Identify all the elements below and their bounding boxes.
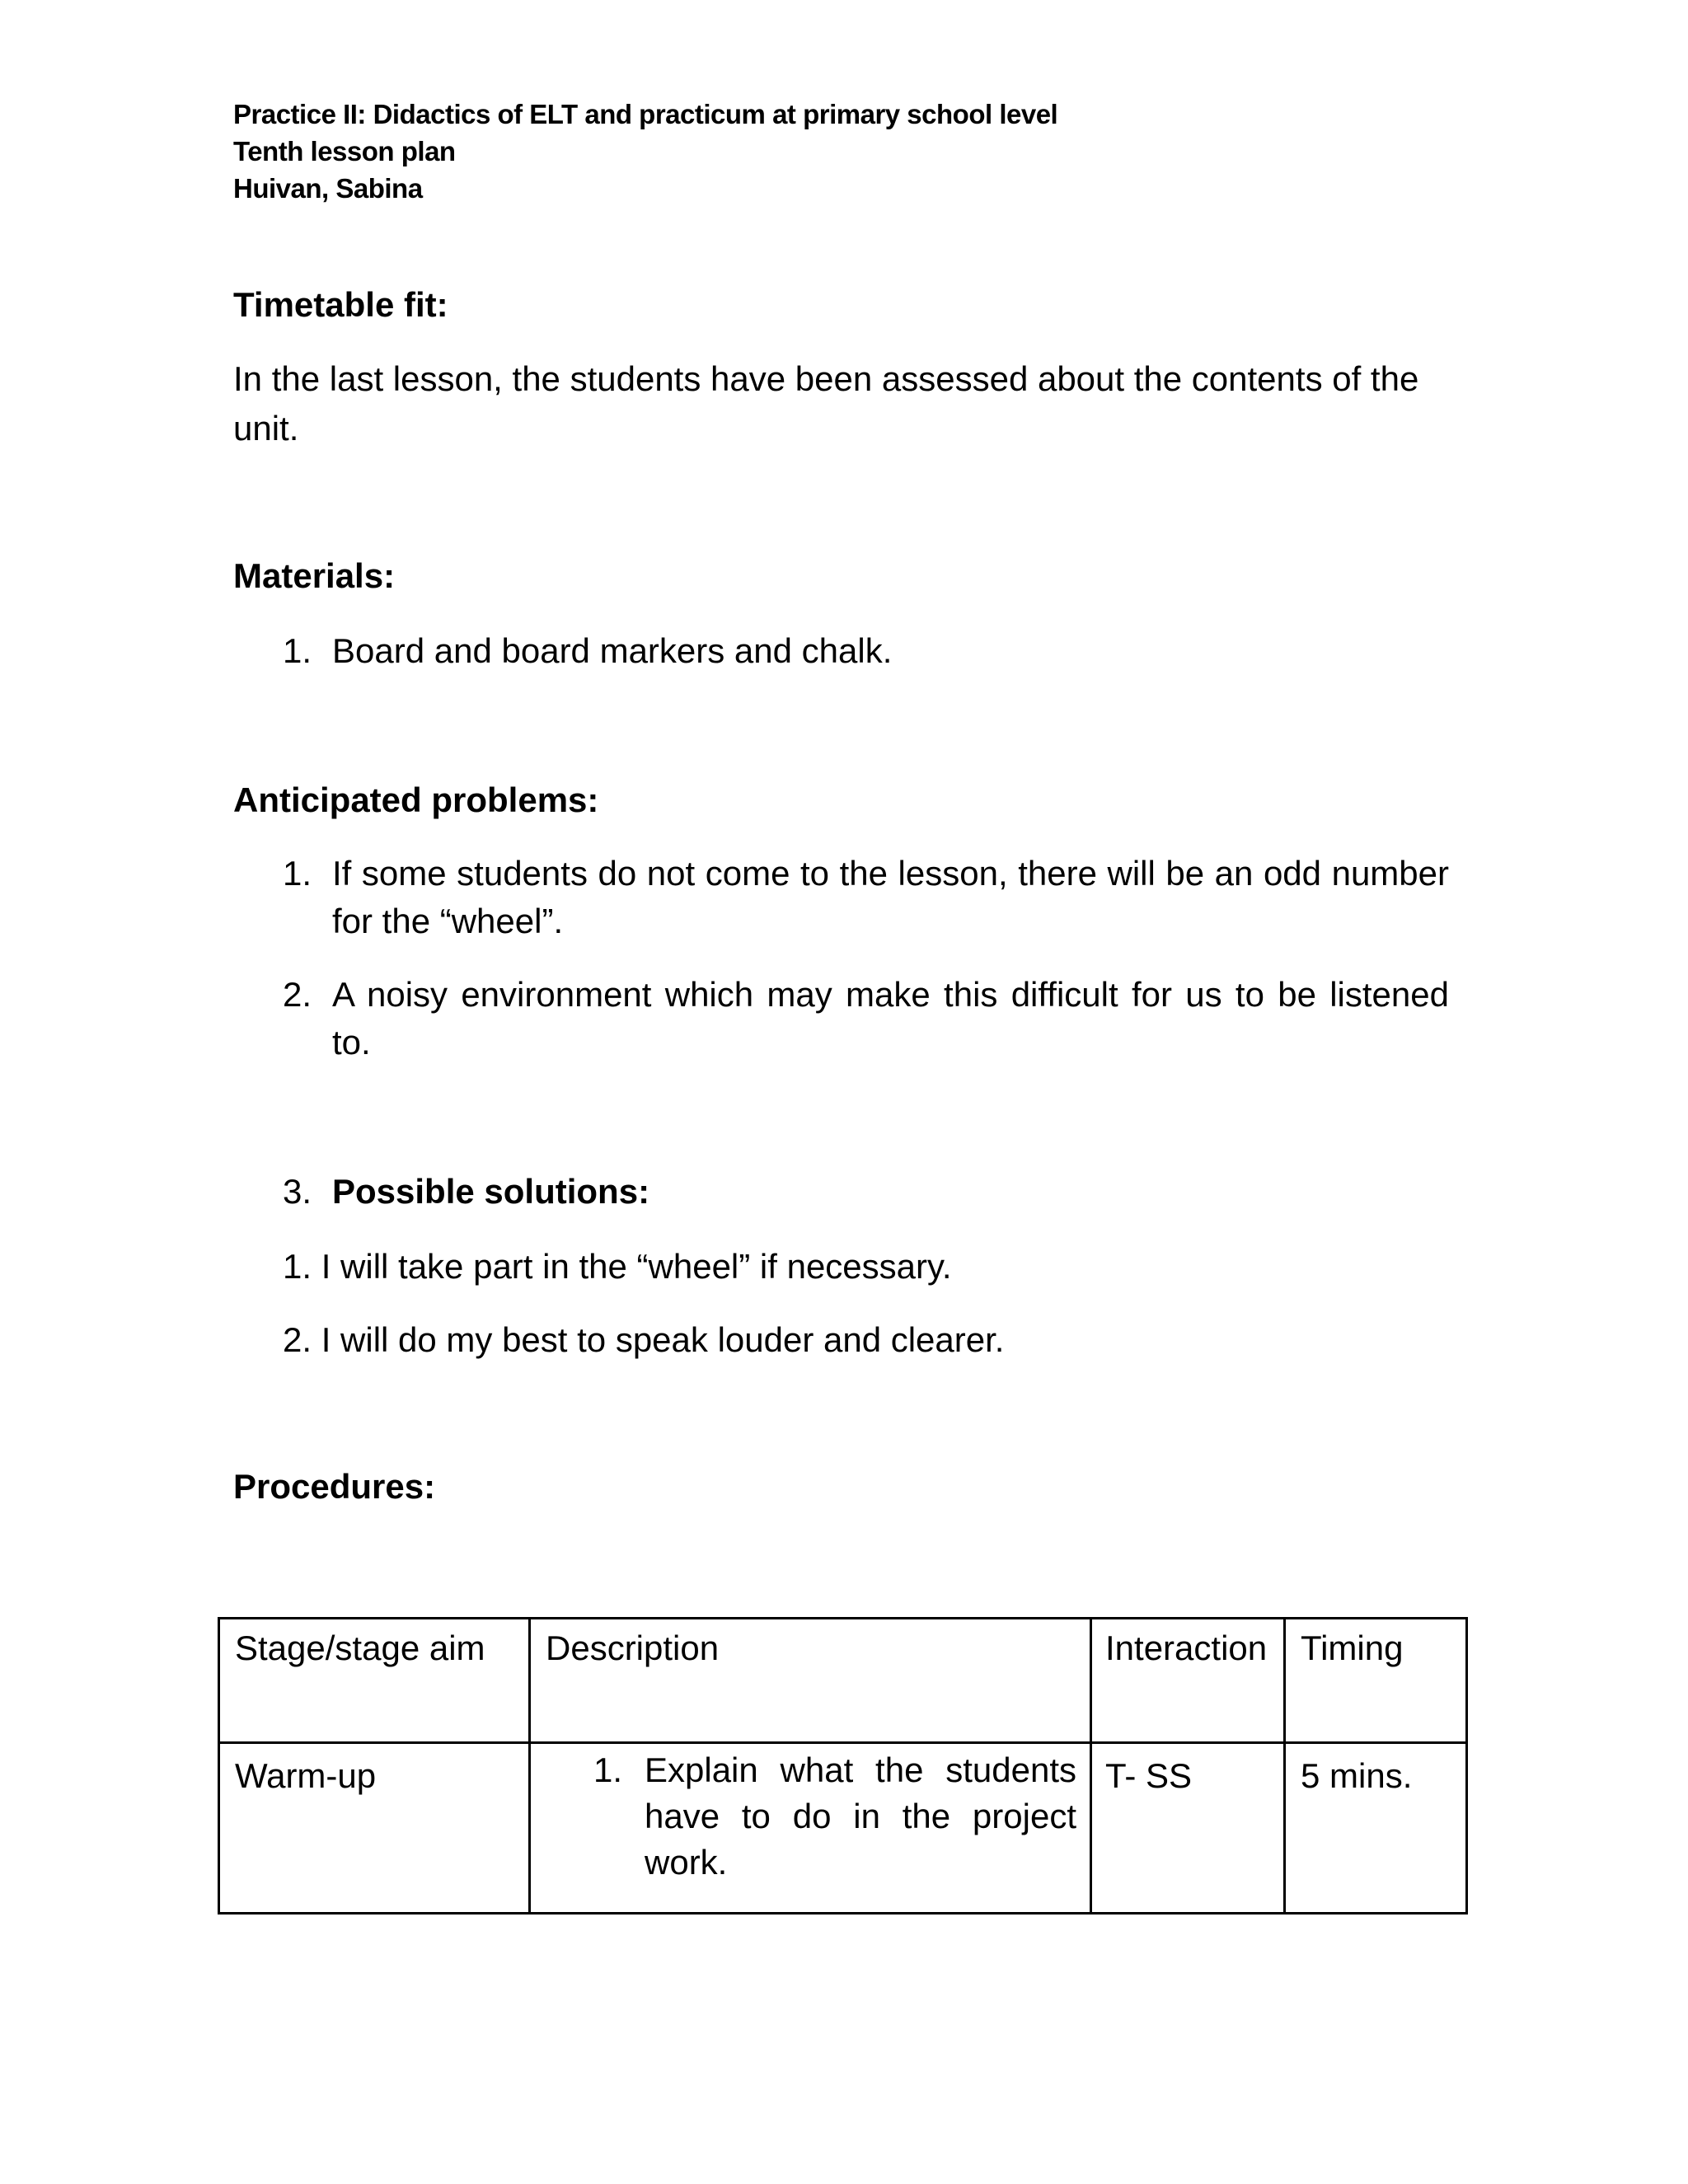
list-number: 3. <box>283 1172 312 1211</box>
list-number: 1. <box>283 631 312 670</box>
materials-heading: Materials: <box>233 556 396 595</box>
list-number: 1. <box>593 1750 623 1789</box>
list-number: 2. <box>283 975 312 1014</box>
problem-item <box>283 850 1449 945</box>
timetable-heading: Timetable fit: <box>233 285 448 324</box>
column-header-interaction: Interaction <box>1091 1619 1285 1743</box>
column-header-description: Description <box>530 1619 1091 1743</box>
list-number: 1. <box>283 854 312 893</box>
solution-item: 2. I will do my best to speak louder and clearer. <box>283 1320 1005 1359</box>
column-header-stage: Stage/stage aim <box>219 1619 530 1743</box>
description-cell <box>530 1743 1091 1914</box>
procedures-table <box>218 1617 1468 1915</box>
stage-cell: Warm-up <box>219 1743 530 1914</box>
solution-item: 1. I will take part in the “wheel” if necessary. <box>283 1247 952 1286</box>
document-header <box>233 96 1057 207</box>
interaction-cell: T- SS <box>1091 1743 1285 1914</box>
timing-cell: 5 mins. <box>1285 1743 1467 1914</box>
description-item <box>546 1747 1076 1886</box>
lesson-plan-title: Tenth lesson plan <box>233 136 456 166</box>
course-title: Practice II: Didactics of ELT and practicum at primary school level <box>233 99 1058 129</box>
timetable-text: In the last lesson, the students have been assessed about the contents of the unit. <box>233 359 1419 448</box>
column-header-timing: Timing <box>1285 1619 1467 1743</box>
materials-item <box>283 627 1449 675</box>
problem-item <box>283 971 1449 1066</box>
table-header-row <box>219 1619 1467 1743</box>
list-text: A noisy environment which may make this difficult for us to be listened to. <box>332 975 1449 1062</box>
description-text: Explain what the students have to do in the project work. <box>645 1750 1076 1882</box>
author-name: Huivan, Sabina <box>233 173 423 204</box>
table-row <box>219 1743 1467 1914</box>
procedures-heading: Procedures: <box>233 1467 436 1506</box>
list-text: If some students do not come to the lesson, there will be an odd number for the “wheel”. <box>332 854 1449 940</box>
solutions-heading: Possible solutions: <box>332 1172 650 1211</box>
problems-heading: Anticipated problems: <box>233 780 599 819</box>
problem-item <box>283 1168 1449 1216</box>
list-text: Board and board markers and chalk. <box>332 631 893 670</box>
